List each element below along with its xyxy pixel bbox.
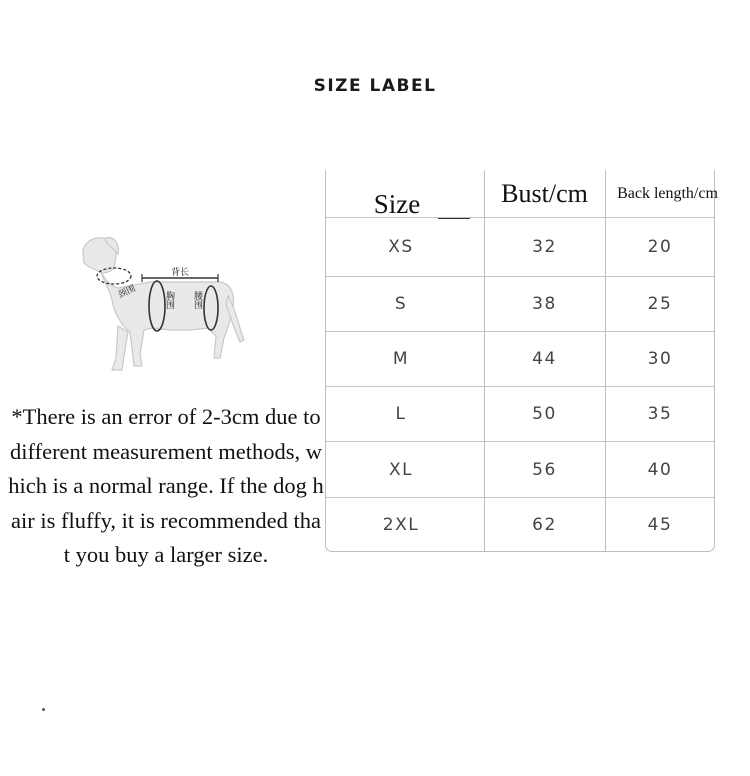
table-cell-back-length: 25 <box>647 294 673 314</box>
table-cell-bust: 50 <box>532 404 557 424</box>
table-cell-back-length: 20 <box>647 237 673 257</box>
table-cell-back-length: 45 <box>647 515 673 535</box>
header-back-length: Back length/cm <box>617 185 718 202</box>
neck-girth-label: 颈围 <box>116 283 138 301</box>
header-bust: Bust/cm <box>501 179 588 208</box>
header-size: Size <box>373 188 421 219</box>
table-cell-size: XL <box>388 459 414 480</box>
size-table <box>325 170 718 552</box>
table-cell-bust: 56 <box>532 459 557 480</box>
table-cell-bust: 44 <box>532 349 557 369</box>
table-cell-back-length: 40 <box>647 459 673 480</box>
waist-girth-label: 腰围 <box>192 291 202 309</box>
table-cell-bust: 32 <box>532 237 557 257</box>
table-cell-bust: 38 <box>532 294 557 314</box>
stray-dot <box>42 708 45 711</box>
chest-girth-label: 胸围 <box>164 291 174 309</box>
table-cell-size: S <box>394 294 408 314</box>
measurement-note: *There is an error of 2-3cm due to different measurement methods, which is a normal range. If the dog hair is fluffy, it is recommended that you buy a larger size. <box>8 404 324 568</box>
table-cell-size: L <box>395 404 407 424</box>
table-cell-size: XS <box>388 237 414 257</box>
table-cell-back-length: 30 <box>647 349 673 369</box>
back-length-label: 背长 <box>170 268 190 278</box>
dog-measurement-diagram <box>70 228 245 378</box>
table-cell-size: M <box>392 349 410 369</box>
page-title: SIZE LABEL <box>313 76 437 96</box>
table-cell-bust: 62 <box>532 515 557 535</box>
table-cell-back-length: 35 <box>647 404 673 424</box>
table-cell-size: 2XL <box>382 515 420 535</box>
